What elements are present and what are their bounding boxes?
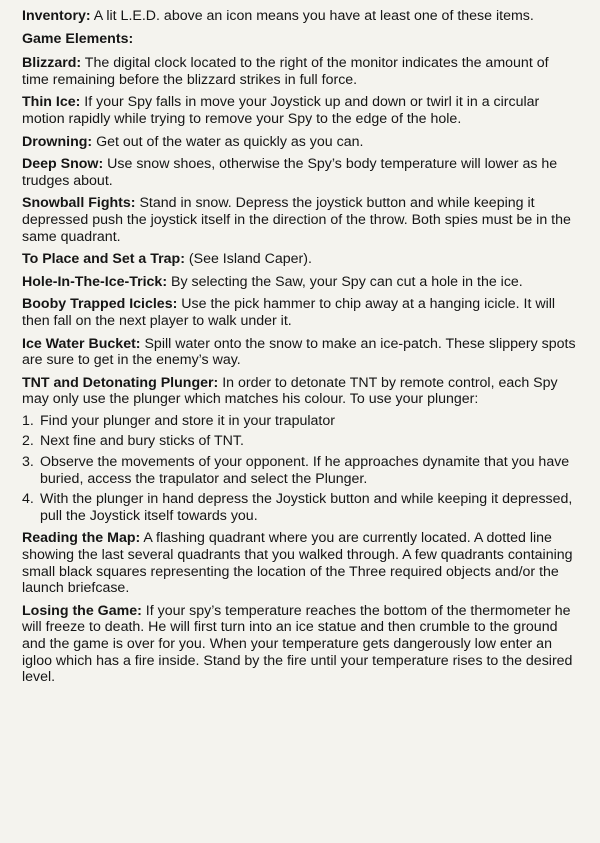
inventory-label: Inventory: [22, 8, 91, 24]
step-number: 3. [22, 454, 34, 471]
losing-game-label: Losing the Game: [22, 602, 142, 619]
step-number: 2. [22, 433, 34, 450]
list-item [22, 433, 576, 450]
list-item [22, 413, 576, 430]
thin-ice-text: If your Spy falls in move your Joystick up and down or twirl it in a circular motion rapidly while trying to remove your Spy to the edge of the hole. [22, 94, 540, 127]
inventory-paragraph [22, 8, 576, 25]
step-number: 1. [22, 412, 34, 429]
step-number: 4. [22, 491, 34, 508]
blizzard-label: Blizzard: [22, 55, 82, 72]
place-trap-label: To Place and Set a Trap: [22, 251, 185, 268]
hole-in-ice-label: Hole-In-The-Ice-Trick: [22, 273, 168, 290]
place-trap-text: (See Island Caper). [184, 251, 312, 268]
ice-water-bucket-text: Spill water onto the snow to make an ice-patch. These slippery spots are sure to get in the enemy’s way. [22, 335, 576, 369]
deep-snow-text: Use snow shoes, otherwise the Spy’s body temperature will lower as he trudges about. [22, 156, 558, 189]
game-elements-heading: Game Elements: [22, 30, 134, 47]
step-text: With the plunger in hand depress the Joystick button and while keeping it depressed, pull the Joystick itself towards you. [40, 491, 573, 524]
drowning-paragraph [22, 134, 576, 151]
step-text: Observe the movements of your opponent. If he approaches dynamite that you have buried, access the trapulator and select the Plunger. [40, 454, 570, 487]
reading-map-text: A flashing quadrant where you are currently located. A dotted line showing the last several quadrants that you walked through. A few quadrants containing small black squares representing the location of the Three required objects and/or the launch briefcase. [22, 530, 573, 597]
tnt-text: In order to detonate TNT by remote control, each Spy may only use the plunger which matches his colour. To use your plunger: [22, 374, 558, 408]
tnt-steps-list [22, 413, 576, 525]
losing-game-text: If your spy’s temperature reaches the bottom of the thermometer he will freeze to death. He will first turn into an ice statue and then crumble to the ground and the game is over for you. When your temperature gets dangerously low enter an igloo which has a fire inside. Stand by the fire until your temperature rises to the desired level. [22, 602, 573, 686]
tnt-paragraph [22, 375, 576, 408]
snowball-fights-paragraph [22, 195, 576, 245]
blizzard-paragraph [22, 55, 576, 88]
hole-in-ice-paragraph [22, 274, 576, 291]
icicles-label: Booby Trapped Icicles: [22, 296, 178, 313]
icicles-text: Use the pick hammer to chip away at a hanging icicle. It will then fall on the next player to walk under it. [22, 296, 556, 329]
deep-snow-paragraph [22, 156, 576, 189]
reading-map-label: Reading the Map: [22, 530, 141, 547]
place-trap-paragraph [22, 251, 576, 268]
thin-ice-paragraph [22, 94, 576, 127]
thin-ice-label: Thin Ice: [22, 94, 81, 111]
list-item [22, 454, 576, 487]
ice-water-bucket-label: Ice Water Bucket: [22, 335, 141, 352]
snowball-fights-text: Stand in snow. Depress the joystick button and while keeping it depressed push the joystick itself in the direction of the throw. Both spies must be in the same quadrant. [22, 195, 571, 245]
blizzard-text: The digital clock located to the right of the monitor indicates the amount of time remaining before the blizzard strikes in full force. [22, 55, 549, 88]
ice-water-bucket-paragraph [22, 336, 576, 369]
snowball-fights-label: Snowball Fights: [22, 195, 136, 212]
icicles-paragraph [22, 296, 576, 329]
hole-in-ice-text: By selecting the Saw, your Spy can cut a hole in the ice. [167, 273, 523, 290]
tnt-label: TNT and Detonating Plunger: [22, 374, 219, 391]
reading-map-paragraph [22, 530, 576, 596]
drowning-text: Get out of the water as quickly as you can. [92, 133, 364, 150]
deep-snow-label: Deep Snow: [22, 156, 104, 173]
drowning-label: Drowning: [22, 133, 93, 150]
losing-game-paragraph [22, 603, 576, 686]
step-text: Find your plunger and store it in your trapulator [40, 412, 335, 429]
list-item [22, 491, 576, 524]
step-text: Next fine and bury sticks of TNT. [40, 433, 244, 450]
inventory-text: A lit L.E.D. above an icon means you have at least one of these items. [90, 8, 534, 24]
